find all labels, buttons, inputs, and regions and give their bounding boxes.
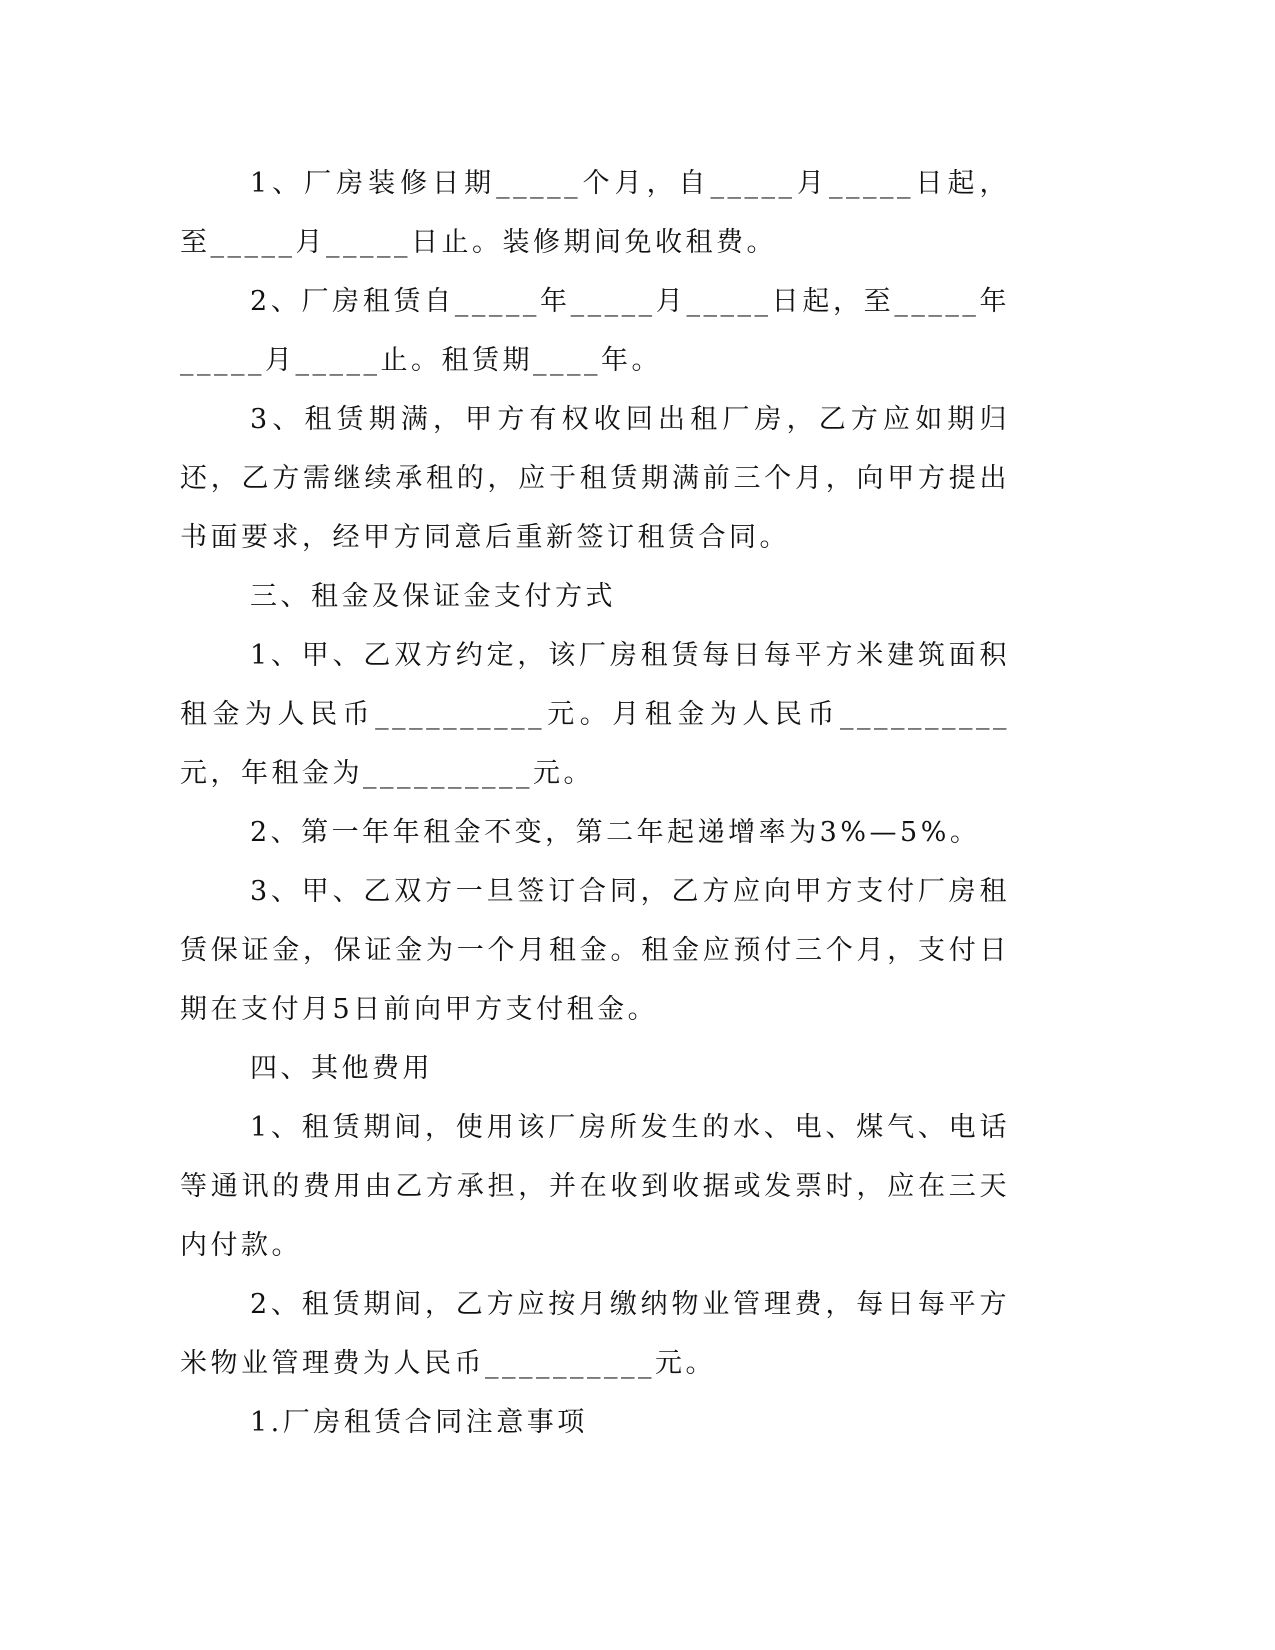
clause-renovation-period: 1、厂房装修日期_____个月，自_____月_____日起，至_____月_____日止。装修期间免收租费。 [180,168,1010,258]
section-heading-notes: 1.厂房租赁合同注意事项 [250,1407,588,1438]
document-body [180,154,1010,1452]
clause-rent-increase: 2、第一年年租金不变，第二年起递增率为3%—5%。 [250,817,981,848]
clause-lease-term: 2、厂房租赁自_____年_____月_____日起，至_____年_____月_____止。租赁期____年。 [180,286,1010,376]
clause-property-fee: 2、租赁期间，乙方应按月缴纳物业管理费，每日每平方米物业管理费为人民币__________元。 [180,1289,1010,1379]
section-heading-other-fees: 四、其他费用 [250,1053,433,1084]
clause-rent-amount: 1、甲、乙双方约定，该厂房租赁每日每平方米建筑面积租金为人民币__________元。月租金为人民币__________元，年租金为__________元。 [180,640,1010,789]
clause-utilities: 1、租赁期间，使用该厂房所发生的水、电、煤气、电话等通讯的费用由乙方承担，并在收到收据或发票时，应在三天内付款。 [180,1112,1010,1261]
clause-lease-expiry: 3、租赁期满，甲方有权收回出租厂房，乙方应如期归还，乙方需继续承租的，应于租赁期满前三个月，向甲方提出书面要求，经甲方同意后重新签订租赁合同。 [180,404,1010,553]
section-heading-rent-deposit: 三、租金及保证金支付方式 [250,581,616,612]
clause-deposit-payment: 3、甲、乙双方一旦签订合同，乙方应向甲方支付厂房租赁保证金，保证金为一个月租金。租金应预付三个月，支付日期在支付月5日前向甲方支付租金。 [180,876,1010,1025]
